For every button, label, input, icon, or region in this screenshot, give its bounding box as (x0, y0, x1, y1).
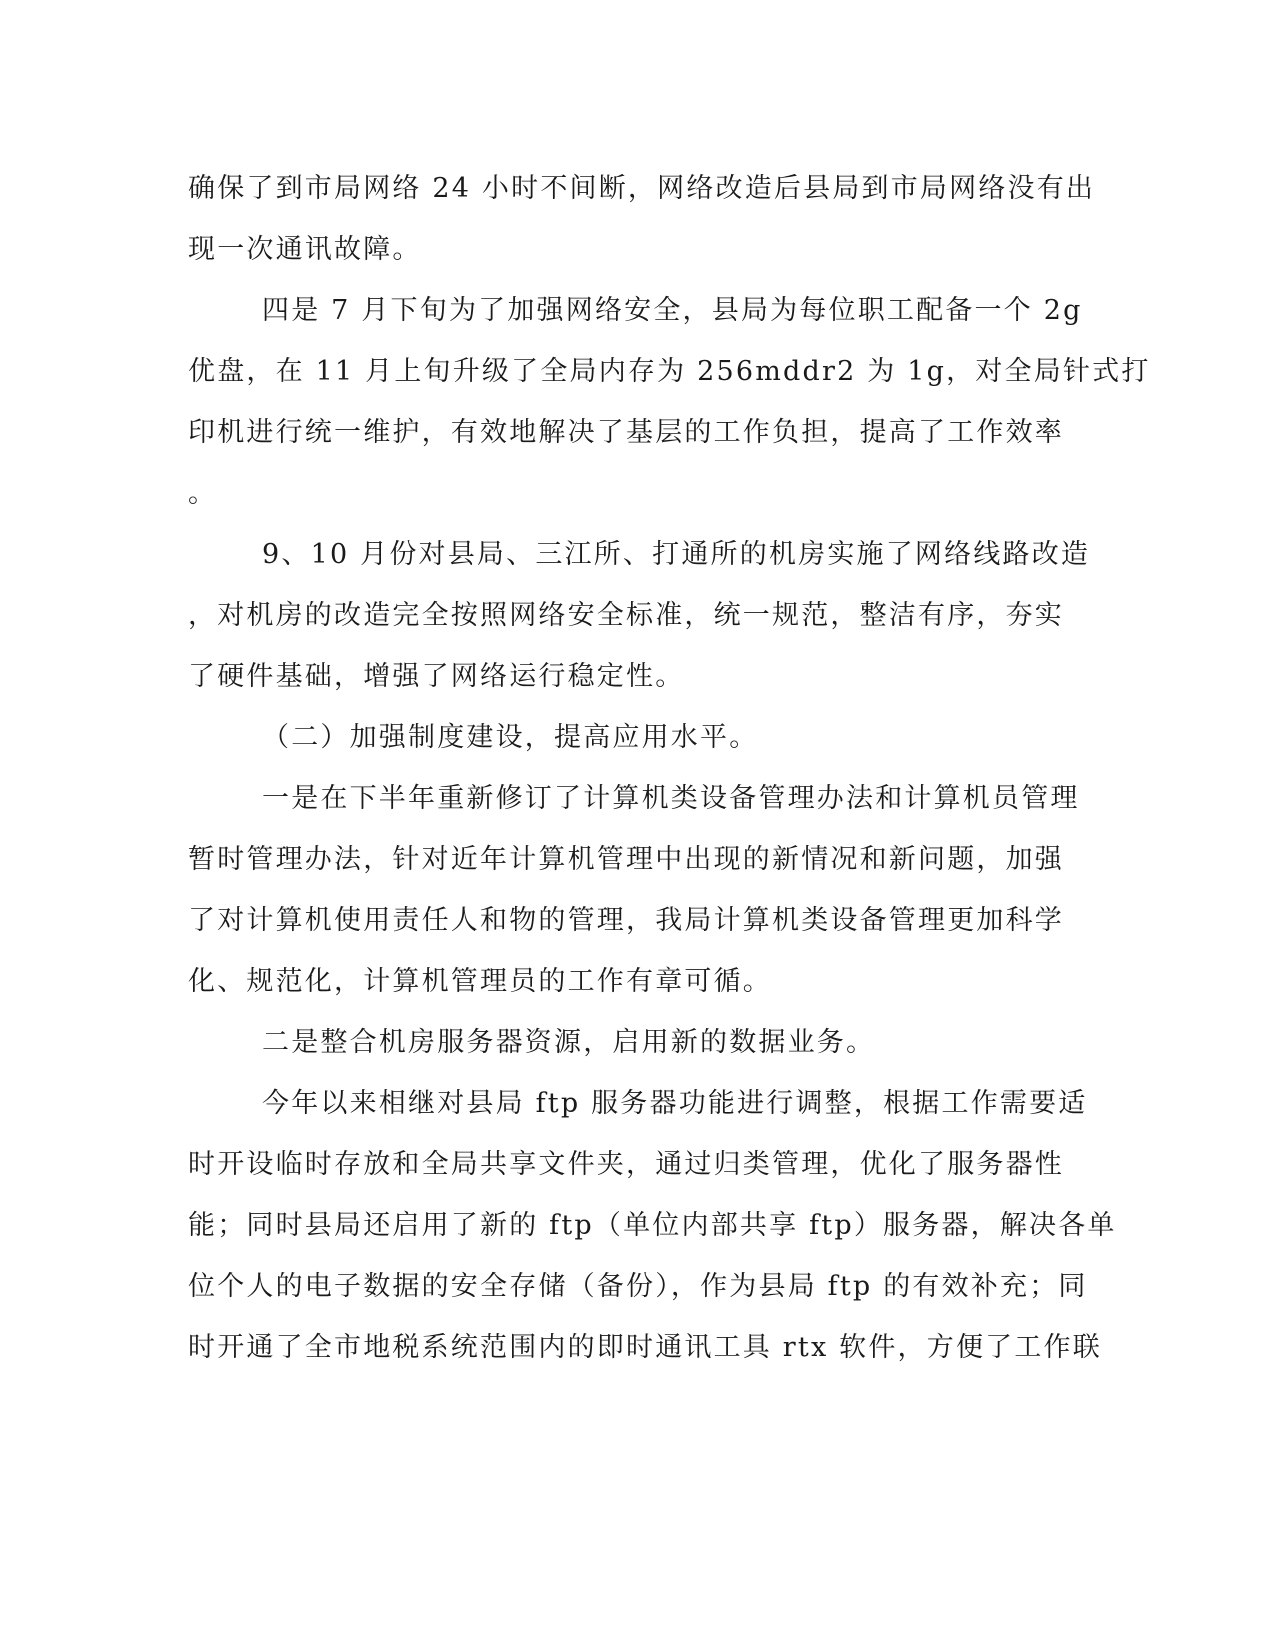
text-line: 暂时管理办法，针对近年计算机管理中出现的新情况和新问题，加强 (188, 844, 1064, 875)
text-line: 现一次通讯故障。 (188, 234, 422, 265)
text-line: 印机进行统一维护，有效地解决了基层的工作负担，提高了工作效率 (188, 417, 1064, 448)
section-heading: （二）加强制度建设，提高应用水平。 (262, 722, 759, 753)
text-line: 今年以来相继对县局 ftp 服务器功能进行调整，根据工作需要适 (262, 1088, 1088, 1119)
text-line: 能；同时县局还启用了新的 ftp（单位内部共享 ftp）服务器，解决各单 (188, 1210, 1117, 1241)
text-line: 优盘，在 11 月上旬升级了全局内存为 256mddr2 为 1g，对全局针式打 (188, 356, 1151, 387)
text-line: 。 (188, 478, 218, 509)
text-line: 时开设临时存放和全局共享文件夹，通过归类管理，优化了服务器性 (188, 1149, 1064, 1180)
text-line: 9、10 月份对县局、三江所、打通所的机房实施了网络线路改造 (262, 539, 1091, 570)
text-line: 时开通了全市地税系统范围内的即时通讯工具 rtx 软件，方便了工作联 (188, 1332, 1102, 1363)
text-line: 确保了到市局网络 24 小时不间断，网络改造后县局到市局网络没有出 (188, 173, 1096, 204)
text-line: 化、规范化，计算机管理员的工作有章可循。 (188, 966, 772, 997)
text-line: 了硬件基础，增强了网络运行稳定性。 (188, 661, 685, 692)
text-line: ，对机房的改造完全按照网络安全标准，统一规范，整洁有序，夯实 (188, 600, 1064, 631)
text-line: 位个人的电子数据的安全存储（备份），作为县局 ftp 的有效补充；同 (188, 1271, 1088, 1302)
text-line: 了对计算机使用责任人和物的管理，我局计算机类设备管理更加科学 (188, 905, 1064, 936)
text-line: 四是 7 月下旬为了加强网络安全，县局为每位职工配备一个 2g (262, 295, 1083, 326)
document-body (188, 158, 1151, 1378)
text-line: 一是在下半年重新修订了计算机类设备管理办法和计算机员管理 (262, 783, 1080, 814)
text-line: 二是整合机房服务器资源，启用新的数据业务。 (262, 1027, 876, 1058)
